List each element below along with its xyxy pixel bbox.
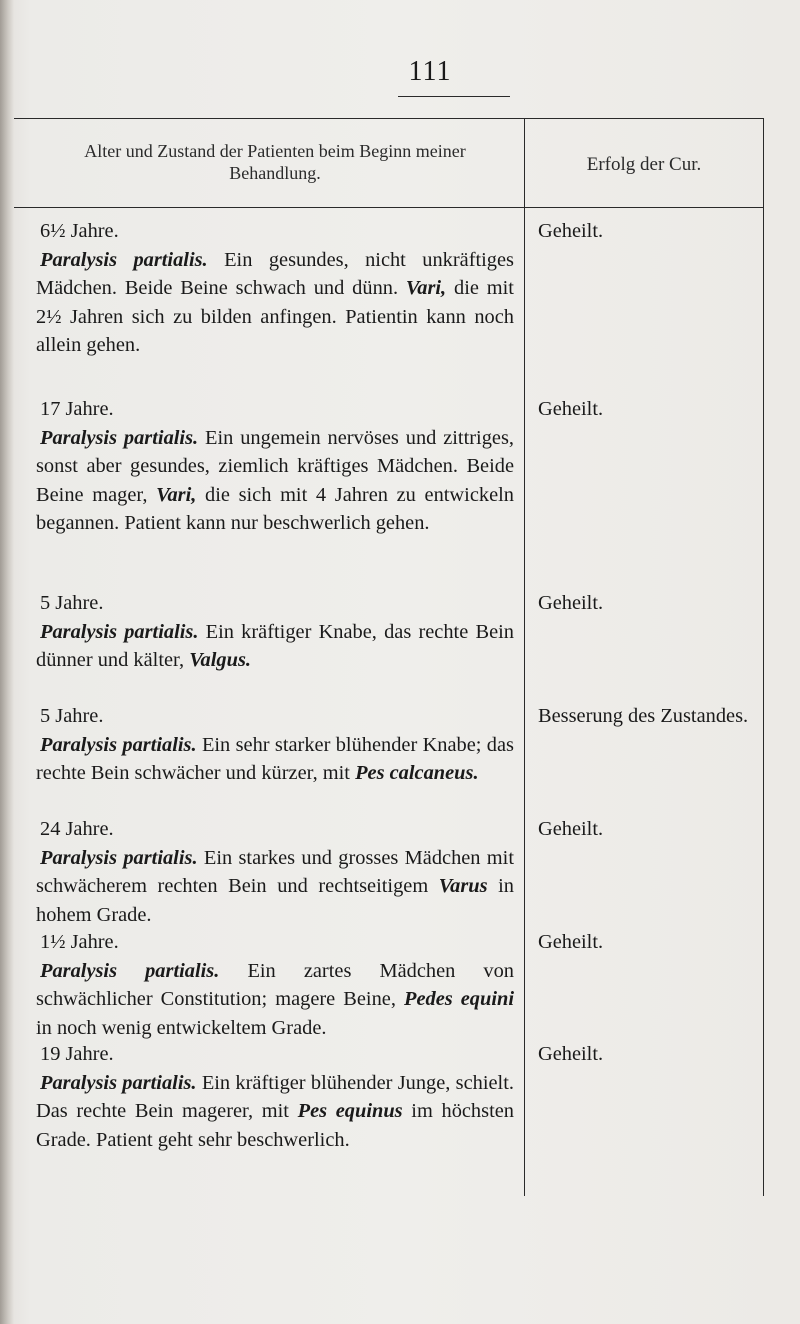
deformity-term: Vari,	[405, 277, 447, 299]
diagnosis: Paralysis partialis.	[40, 959, 220, 982]
deformity-term: Vari,	[156, 483, 197, 506]
description-text: in noch wenig entwickeltem Grade.	[36, 1016, 327, 1039]
table-right-rule	[763, 118, 764, 1196]
diagnosis: Paralysis partialis.	[40, 733, 197, 756]
table-top-rule	[14, 118, 764, 119]
diagnosis: Paralysis partialis.	[40, 620, 199, 643]
patient-age: 5 Jahre.	[40, 592, 104, 614]
treatment-result: Geheilt.	[538, 931, 604, 953]
patient-description	[36, 246, 514, 360]
book-spine-shadow	[0, 0, 14, 1324]
patient-entry	[36, 217, 514, 360]
patient-description	[36, 731, 514, 788]
treatment-result: Geheilt.	[538, 220, 604, 242]
table-header-rule	[14, 207, 764, 208]
treatment-result: Geheilt.	[538, 818, 604, 840]
patient-entry	[36, 395, 514, 538]
description-text: Ein starkes und grosses Mädchen mit schwächerem rechten Bein und rechtseitigem	[36, 846, 514, 897]
patient-entry	[36, 702, 514, 788]
diagnosis: Paralysis partialis.	[40, 426, 199, 449]
treatment-result: Besserung des Zustandes.	[538, 705, 749, 727]
patient-age: 6½ Jahre.	[40, 220, 119, 242]
description-text: Ein gesundes, nicht unkräftiges Mädchen. Beide Beine schwach und dünn.	[36, 248, 514, 299]
deformity-term: Pes calcaneus.	[355, 762, 479, 784]
deformity-term: Pes equinus	[297, 1100, 403, 1122]
diagnosis: Paralysis partialis.	[40, 846, 198, 869]
deformity-term: Pedes equini	[404, 988, 514, 1010]
column-header-result: Erfolg der Cur.	[586, 154, 702, 175]
patient-description	[36, 1069, 514, 1155]
treatment-result: Geheilt.	[538, 398, 604, 420]
description-text: die mit 2½ Jahren sich zu bilden anfingen. Patientin kann noch allein gehen.	[36, 277, 514, 356]
patient-description	[36, 424, 514, 538]
description-text: im höchsten Grade. Patient geht sehr beschwerlich.	[36, 1100, 514, 1151]
description-text: die sich mit 4 Jahren zu entwickeln begannen. Patient kann nur beschwerlich gehen.	[36, 483, 514, 534]
column-header-condition: Alter und Zustand der Patienten beim Beginn meiner Behandlung.	[84, 141, 466, 183]
diagnosis: Paralysis partialis.	[40, 1071, 197, 1094]
description-text: in hohem Grade.	[36, 875, 514, 926]
description-text: Ein kräftiger blühender Junge, schielt. Das rechte Bein magerer, mit	[36, 1071, 514, 1122]
patient-description	[36, 618, 514, 675]
deformity-term: Varus	[438, 875, 488, 897]
page-number: 111	[408, 56, 452, 87]
description-text: Ein ungemein nervöses und zittriges, sonst aber gesundes, ziemlich kräftiges Mädchen. Beide Beine mager,	[36, 426, 514, 506]
patient-age: 1½ Jahre.	[40, 931, 119, 953]
diagnosis: Paralysis partialis.	[40, 248, 208, 271]
description-text: Ein sehr starker blühender Knabe; das rechte Bein schwächer und kürzer, mit	[36, 733, 514, 784]
patient-age: 17 Jahre.	[40, 398, 114, 420]
treatment-result: Geheilt.	[538, 592, 604, 614]
patient-entry	[36, 589, 514, 675]
patient-age: 19 Jahre.	[40, 1043, 114, 1065]
description-text: Ein kräftiger Knabe, das rechte Bein dünner und kälter,	[36, 620, 514, 671]
patient-entry	[36, 815, 514, 929]
description-text: Ein zartes Mädchen von schwächlicher Constitution; magere Beine,	[36, 959, 514, 1010]
patient-entry	[36, 928, 514, 1042]
patient-entry	[36, 1040, 514, 1154]
patient-description	[36, 957, 514, 1043]
patient-description	[36, 844, 514, 930]
treatment-result: Geheilt.	[538, 1043, 604, 1065]
page-number-rule	[398, 96, 510, 97]
patient-age: 24 Jahre.	[40, 818, 114, 840]
deformity-term: Valgus.	[189, 649, 251, 671]
column-divider	[524, 118, 525, 1196]
patient-age: 5 Jahre.	[40, 705, 104, 727]
